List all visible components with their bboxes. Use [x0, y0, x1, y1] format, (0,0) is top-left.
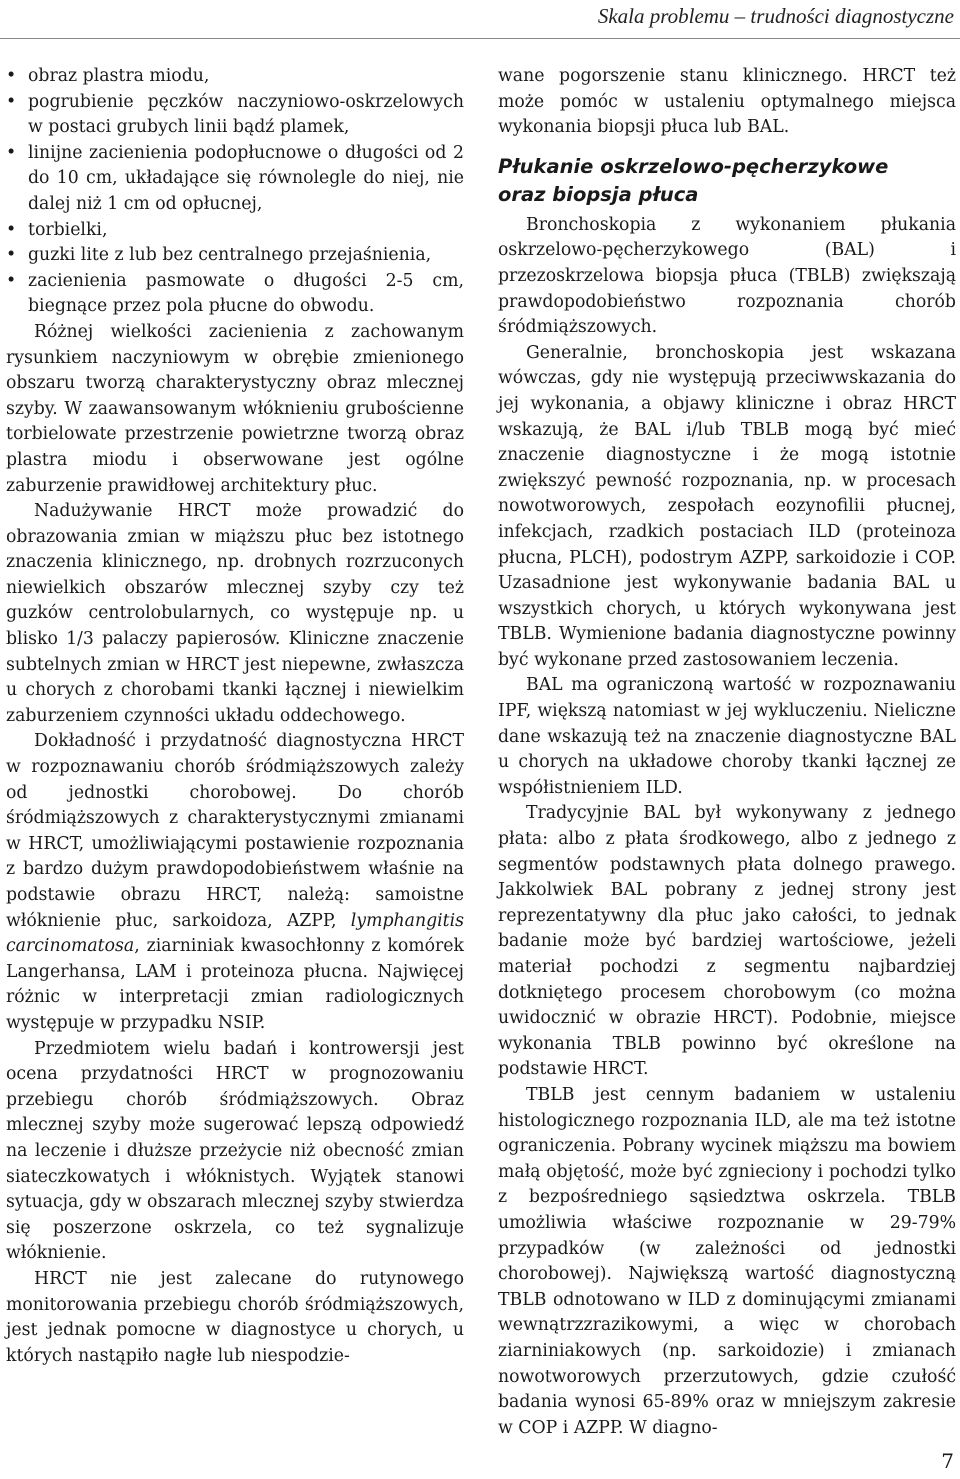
paragraph: Nadużywanie HRCT może prowadzić do obrazowania zmian w miąższu płuc bez istotnego znaczenia klinicznego, np. drobnych rozrzuconych niewielkich obszarów mlecznej szyby czy też guzków centrolobularnych, co występuje np. u blisko 1/3 palaczy papierosów. Kliniczne znaczenie subtelnych zmian w HRCT jest niepewne, zwłaszcza u chorych z chorobami tkanki łącznej i niewielkim zaburzeniem czynności układu oddechowego.	[6, 501, 464, 726]
running-header: Skala problemu – trudności diagnostyczne	[597, 4, 954, 28]
paragraph: wane pogorszenie stanu klinicznego. HRCT też może pomóc w ustaleniu optymalnego miejsca wykonania biopsji płuca lub BAL.	[498, 66, 956, 138]
paragraph-text: , ziarniniak kwasochłonny z komórek Langerhansa, LAM i proteinoza płucna. Najwięcej różnic w interpretacji zmian radiologicznych występuje w przypadku NSIP.	[6, 936, 464, 1033]
list-item: • linijne zacienienia podopłucnowe o długości od 2 do 10 cm, układające się równolegle do niej, nie dalej niż 1 cm od opłucnej,	[6, 141, 464, 218]
paragraph: Tradycyjnie BAL był wykonywany z jednego płata: albo z płata środkowego, albo z jednego z segmentów podstawnych płata dolnego prawego. Jakkolwiek BAL pobrany z jednej strony jest reprezentatywny dla płuc jako całości, to jednak badanie może być bardziej wartościowe, jeżeli materiał pochodzi z segmentu najbardziej dotkniętego procesem chorobowym (co można uwidocznić w obrazie HRCT). Podobnie, miejsce wykonania TBLB powinno być określone na podstawie HRCT.	[498, 803, 956, 1080]
section-heading-line: Płukanie oskrzelowo-pęcherzykowe	[498, 154, 889, 178]
list-item: • obraz plastra miodu,	[6, 64, 464, 90]
paragraph: Bronchoskopia z wykonaniem płukania oskrzelowo-pęcherzykowego (BAL) i przezoskrzelowa biopsja płuca (TBLB) zwiększają prawdopodobieństwo rozpoznania chorób śródmiąższowych.	[498, 214, 956, 338]
section-heading-line: oraz biopsja płuca	[498, 182, 699, 206]
list-item: • torbielki,	[6, 218, 464, 244]
page-number: 7	[941, 1449, 954, 1473]
right-column	[498, 64, 956, 1441]
header-divider	[0, 38, 960, 39]
paragraph: Generalnie, bronchoskopia jest wskazana wówczas, gdy nie występują przeciwwskazania do jej wykonania, a objawy kliniczne i obraz HRCT wskazują, że BAL i/lub TBLB mogą być mieć znaczenie diagnostyczne i że mogą istotnie zwiększyć pewność rozpoznania, np. w procesach nowotworowych, zespołach eozynofilii płucnej, infekcjach, rzadkich postaciach ILD (proteinoza płucna, PLCH), podostrym AZPP, sarkoidozie i COP. Uzasadnione jest wykonywanie badania BAL u wszystkich chorych, u których wykonywana jest TBLB. Wymienione badania diagnostyczne powinny być wykonane przed zastosowaniem leczenia.	[498, 342, 956, 670]
paragraph: Przedmiotem wielu badań i kontrowersji jest ocena przydatności HRCT w prognozowaniu przebiegu chorób śródmiąższowych. Obraz mlecznej szyby może sugerować lepszą odpowiedź na leczenie i dłuższe przeżycie niż obecność zmian siateczkowatych i włóknistych. Wyjątek stanowi sytuacja, gdy w obszarach mlecznej szyby stwierdza się poszerzone oskrzela, co też sygnalizuje włóknienie.	[6, 1038, 464, 1264]
list-item: • guzki lite z lub bez centralnego przejaśnienia,	[6, 243, 464, 269]
left-column	[6, 64, 464, 1369]
paragraph: Różnej wielkości zacienienia z zachowanym rysunkiem naczyniowym w obrębie zmienionego obszaru tworzą charakterystyczny obraz mlecznej szyby. W zaawansowanym włóknieniu grubościenne torbielowate przestrzenie powietrzne tworzą obraz plastra miodu i obserwowane jest ogólne zaburzenie prawidłowej architektury płuc.	[6, 321, 464, 496]
section-heading	[498, 153, 956, 209]
latin-term: lymphangitis carcinomatosa	[6, 910, 465, 957]
hrct-findings-list	[6, 64, 464, 320]
paragraph: TBLB jest cennym badaniem w ustaleniu histologicznego rozpoznania ILD, ale ma też istotne ograniczenia. Pobrany wycinek miąższu ma bowiem małą objętość, może być zgnieciony i pochodzi tylko z bezpośredniego sąsiedztwa oskrzela. TBLB umożliwia właściwe rozpoznanie w 29-79% przypadków (w zależności od jednostki chorobowej). Największą wartość diagnostyczną TBLB odnotowano w ILD z dominującymi zmianami wewnątrzzrazikowymi, a więc w chorobach ziarniniakowych (np. sarkoidozie) i zmianach nowotworowych przerzutowych, gdzie czułość badania wynosi 65-89% oraz w mniejszym zakresie w COP i AZPP. W diagno-	[498, 1084, 956, 1438]
paragraph-text: Dokładność i przydatność diagnostyczna HRCT w rozpoznawaniu chorób śródmiąższowych zależy od jednostki chorobowej. Do chorób śródmiąższowych z charakterystycznymi zmianami w HRCT, umożliwiającymi postawienie rozpoznania z bardzo dużym prawdopodobieństwem właśnie na podstawie obrazu HRCT, należą: samoistne włóknienie płuc, sarkoidoza, AZPP,	[6, 731, 464, 931]
list-item: • zacienienia pasmowate o długości 2-5 cm, biegnące przez pola płucne do obwodu.	[6, 269, 464, 320]
paragraph: HRCT nie jest zalecane do rutynowego monitorowania przebiegu chorób śródmiąższowych, jest jednak pomocne w diagnostyce u chorych, u których nastąpiło nagłe lub niespodzie-	[6, 1268, 464, 1366]
list-item: • pogrubienie pęczków naczyniowo-oskrzelowych w postaci grubych linii bądź plamek,	[6, 90, 464, 141]
paragraph: BAL ma ograniczoną wartość w rozpoznawaniu IPF, większą natomiast w jej wykluczeniu. Nieliczne dane wskazują też na znaczenie diagnostyczne BAL u chorych na układowe choroby tkanki łącznej ze współistnieniem ILD.	[498, 675, 956, 798]
paragraph	[6, 729, 464, 1036]
